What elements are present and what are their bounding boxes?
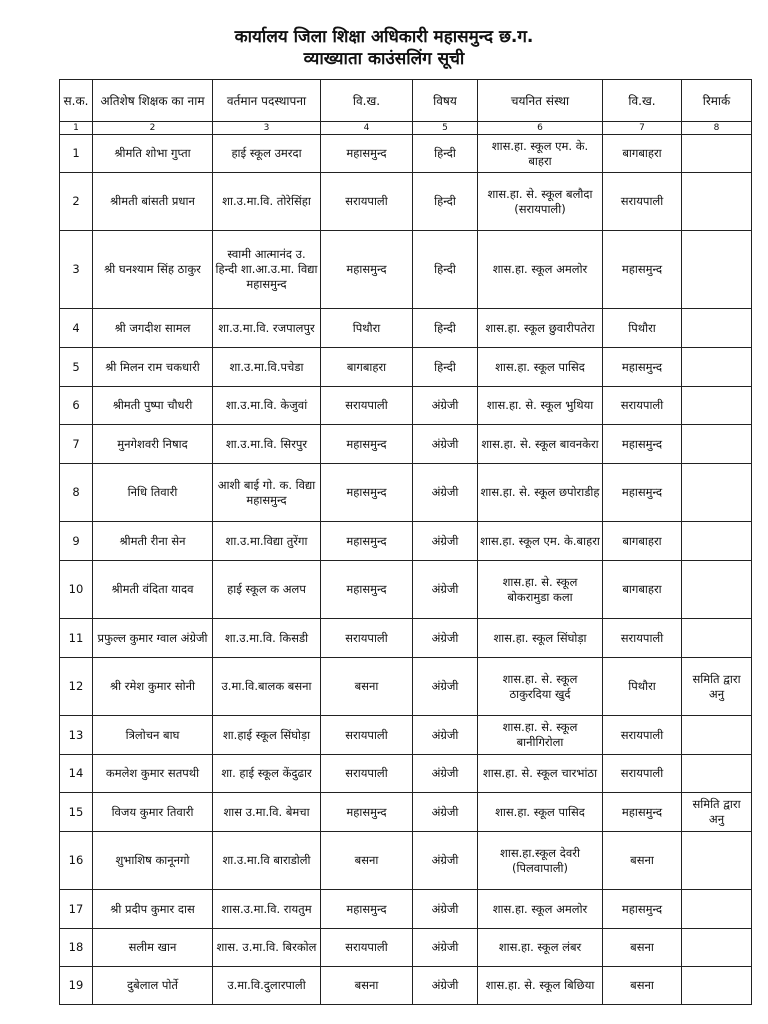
cell-current-posting: शा.उ.मा.वि. किसडी bbox=[213, 619, 321, 658]
table-row bbox=[60, 967, 752, 1005]
cell-teacher-name: श्रीमती रीना सेन bbox=[93, 522, 213, 561]
cell-selected-institution: शास.हा.स्कूल देवरी (पिलवापाली) bbox=[478, 832, 603, 890]
cell-selected-institution: शास.हा. स्कूल छुवारीपतेरा bbox=[478, 309, 603, 348]
col-number: 3 bbox=[213, 122, 321, 135]
cell-block: पिथौरा bbox=[321, 309, 413, 348]
cell-new-block: महासमुन्द bbox=[603, 231, 682, 309]
table-row bbox=[60, 387, 752, 425]
cell-remark bbox=[682, 619, 752, 658]
cell-serial: 7 bbox=[60, 425, 93, 464]
cell-block: महासमुन्द bbox=[321, 522, 413, 561]
cell-current-posting: हाई स्कूल उमरदा bbox=[213, 135, 321, 173]
table-row bbox=[60, 173, 752, 231]
cell-subject: हिन्दी bbox=[413, 173, 478, 231]
cell-selected-institution: शास.हा. स्कूल सिंघोड़ा bbox=[478, 619, 603, 658]
col-teacher-name: अतिशेष शिक्षक का नाम bbox=[93, 80, 213, 122]
cell-subject: अंग्रेजी bbox=[413, 561, 478, 619]
cell-block: महासमुन्द bbox=[321, 135, 413, 173]
table-row bbox=[60, 716, 752, 755]
cell-new-block: सरायपाली bbox=[603, 387, 682, 425]
cell-selected-institution: शास.हा. से. स्कूल छपोराडीह bbox=[478, 464, 603, 522]
cell-serial: 16 bbox=[60, 832, 93, 890]
cell-teacher-name: प्रफुल्ल कुमार ग्वाल अंग्रेजी bbox=[93, 619, 213, 658]
col-number: 7 bbox=[603, 122, 682, 135]
cell-subject: अंग्रेजी bbox=[413, 832, 478, 890]
cell-current-posting: शास उ.मा.वि. बेमचा bbox=[213, 793, 321, 832]
table-row bbox=[60, 755, 752, 793]
cell-block: महासमुन्द bbox=[321, 231, 413, 309]
cell-remark bbox=[682, 387, 752, 425]
cell-block: बसना bbox=[321, 658, 413, 716]
cell-subject: अंग्रेजी bbox=[413, 967, 478, 1005]
cell-selected-institution: शास.हा. स्कूल अमलोर bbox=[478, 231, 603, 309]
cell-block: महासमुन्द bbox=[321, 561, 413, 619]
cell-current-posting: शास.उ.मा.वि. रायतुम bbox=[213, 890, 321, 929]
table-row bbox=[60, 425, 752, 464]
col-number: 6 bbox=[478, 122, 603, 135]
cell-new-block: सरायपाली bbox=[603, 755, 682, 793]
col-number: 2 bbox=[93, 122, 213, 135]
cell-block: बसना bbox=[321, 832, 413, 890]
cell-serial: 1 bbox=[60, 135, 93, 173]
cell-new-block: महासमुन्द bbox=[603, 348, 682, 387]
column-number-row bbox=[60, 122, 752, 135]
cell-subject: अंग्रेजी bbox=[413, 619, 478, 658]
cell-current-posting: शा.उ.मा.वि. रजपालपुर bbox=[213, 309, 321, 348]
cell-serial: 13 bbox=[60, 716, 93, 755]
table-row bbox=[60, 658, 752, 716]
cell-new-block: बागबाहरा bbox=[603, 135, 682, 173]
col-number: 4 bbox=[321, 122, 413, 135]
cell-subject: हिन्दी bbox=[413, 309, 478, 348]
cell-selected-institution: शास.हा. से. स्कूल बावनकेरा bbox=[478, 425, 603, 464]
cell-subject: अंग्रेजी bbox=[413, 522, 478, 561]
cell-block: सरायपाली bbox=[321, 929, 413, 967]
cell-current-posting: आशी बाई गो. क. विद्या महासमुन्द bbox=[213, 464, 321, 522]
cell-serial: 18 bbox=[60, 929, 93, 967]
cell-selected-institution: शास.हा. स्कूल पासिद bbox=[478, 793, 603, 832]
cell-serial: 5 bbox=[60, 348, 93, 387]
cell-new-block: सरायपाली bbox=[603, 716, 682, 755]
cell-selected-institution: शास.हा. से. स्कूल बानीगिरोला bbox=[478, 716, 603, 755]
cell-block: सरायपाली bbox=[321, 755, 413, 793]
cell-remark bbox=[682, 967, 752, 1005]
cell-new-block: सरायपाली bbox=[603, 173, 682, 231]
cell-block: महासमुन्द bbox=[321, 890, 413, 929]
cell-current-posting: उ.मा.वि.दुलारपाली bbox=[213, 967, 321, 1005]
cell-remark bbox=[682, 309, 752, 348]
cell-teacher-name: श्रीमती पुष्पा चौधरी bbox=[93, 387, 213, 425]
col-subject: विषय bbox=[413, 80, 478, 122]
cell-new-block: महासमुन्द bbox=[603, 890, 682, 929]
cell-serial: 17 bbox=[60, 890, 93, 929]
cell-current-posting: शास. उ.मा.वि. बिरकोल bbox=[213, 929, 321, 967]
cell-teacher-name: श्रीमती बांसती प्रधान bbox=[93, 173, 213, 231]
cell-new-block: महासमुन्द bbox=[603, 425, 682, 464]
cell-block: बागबाहरा bbox=[321, 348, 413, 387]
cell-teacher-name: सलीम खान bbox=[93, 929, 213, 967]
col-serial: स.क. bbox=[60, 80, 93, 122]
cell-teacher-name: निधि तिवारी bbox=[93, 464, 213, 522]
cell-block: सरायपाली bbox=[321, 716, 413, 755]
cell-block: बसना bbox=[321, 967, 413, 1005]
cell-serial: 6 bbox=[60, 387, 93, 425]
cell-new-block: बसना bbox=[603, 929, 682, 967]
table-row bbox=[60, 135, 752, 173]
cell-selected-institution: शास.हा. से. स्कूल बिछिया bbox=[478, 967, 603, 1005]
cell-teacher-name: दुबेलाल पोर्ते bbox=[93, 967, 213, 1005]
cell-serial: 8 bbox=[60, 464, 93, 522]
cell-subject: अंग्रेजी bbox=[413, 716, 478, 755]
table-row bbox=[60, 832, 752, 890]
office-title: कार्यालय जिला शिक्षा अधिकारी महासमुन्द छ.ग. bbox=[234, 27, 534, 47]
cell-new-block: महासमुन्द bbox=[603, 464, 682, 522]
cell-serial: 3 bbox=[60, 231, 93, 309]
col-number: 5 bbox=[413, 122, 478, 135]
cell-block: महासमुन्द bbox=[321, 793, 413, 832]
cell-teacher-name: श्रीमती वंदिता यादव bbox=[93, 561, 213, 619]
cell-current-posting: शा.उ.मा.वि बाराडोली bbox=[213, 832, 321, 890]
cell-new-block: बागबाहरा bbox=[603, 561, 682, 619]
cell-serial: 19 bbox=[60, 967, 93, 1005]
cell-subject: अंग्रेजी bbox=[413, 755, 478, 793]
cell-serial: 10 bbox=[60, 561, 93, 619]
cell-subject: हिन्दी bbox=[413, 348, 478, 387]
cell-current-posting: शा.उ.मा.विद्या तुरेंगा bbox=[213, 522, 321, 561]
cell-new-block: बसना bbox=[603, 832, 682, 890]
cell-remark bbox=[682, 890, 752, 929]
table-row bbox=[60, 522, 752, 561]
table-row bbox=[60, 561, 752, 619]
cell-new-block: बसना bbox=[603, 967, 682, 1005]
col-block: वि.ख. bbox=[321, 80, 413, 122]
cell-block: सरायपाली bbox=[321, 387, 413, 425]
cell-teacher-name: श्री मिलन राम चकधारी bbox=[93, 348, 213, 387]
cell-remark bbox=[682, 135, 752, 173]
cell-new-block: पिथौरा bbox=[603, 658, 682, 716]
cell-current-posting: स्वामी आत्मानंद उ. हिन्दी शा.आ.उ.मा. विद्या महासमुन्द bbox=[213, 231, 321, 309]
cell-remark bbox=[682, 929, 752, 967]
cell-subject: अंग्रेजी bbox=[413, 425, 478, 464]
cell-remark bbox=[682, 522, 752, 561]
cell-remark bbox=[682, 561, 752, 619]
col-current-posting: वर्तमान पदस्थापना bbox=[213, 80, 321, 122]
col-new-block: वि.ख. bbox=[603, 80, 682, 122]
cell-selected-institution: शास.हा. से. स्कूल बलौदा (सरायपाली) bbox=[478, 173, 603, 231]
table-row bbox=[60, 231, 752, 309]
cell-remark bbox=[682, 716, 752, 755]
col-number: 8 bbox=[682, 122, 752, 135]
cell-selected-institution: शास.हा. स्कूल एम. के. बाहरा bbox=[478, 135, 603, 173]
cell-remark bbox=[682, 231, 752, 309]
cell-current-posting: शा.उ.मा.वि.पचेडा bbox=[213, 348, 321, 387]
cell-selected-institution: शास.हा. से. स्कूल बोकरामुडा कला bbox=[478, 561, 603, 619]
cell-new-block: सरायपाली bbox=[603, 619, 682, 658]
cell-current-posting: शा.उ.मा.वि. तोरेसिंहा bbox=[213, 173, 321, 231]
cell-subject: अंग्रेजी bbox=[413, 464, 478, 522]
table-row bbox=[60, 348, 752, 387]
cell-serial: 15 bbox=[60, 793, 93, 832]
table-row bbox=[60, 619, 752, 658]
cell-current-posting: शा.हाई स्कूल सिंघोड़ा bbox=[213, 716, 321, 755]
cell-selected-institution: शास.हा. स्कूल अमलोर bbox=[478, 890, 603, 929]
cell-current-posting: शा.उ.मा.वि. सिरपुर bbox=[213, 425, 321, 464]
table-row bbox=[60, 464, 752, 522]
cell-serial: 12 bbox=[60, 658, 93, 716]
cell-remark: समिति द्वारा अनु bbox=[682, 658, 752, 716]
header-row bbox=[60, 80, 752, 122]
cell-teacher-name: श्री रमेश कुमार सोनी bbox=[93, 658, 213, 716]
cell-selected-institution: शास.हा. से. स्कूल चारभांठा bbox=[478, 755, 603, 793]
cell-remark: समिति द्वारा अनु bbox=[682, 793, 752, 832]
cell-selected-institution: शास.हा. स्कूल पासिद bbox=[478, 348, 603, 387]
cell-teacher-name: श्री घनश्याम सिंह ठाकुर bbox=[93, 231, 213, 309]
cell-teacher-name: त्रिलोचन बाघ bbox=[93, 716, 213, 755]
cell-subject: अंग्रेजी bbox=[413, 890, 478, 929]
cell-serial: 4 bbox=[60, 309, 93, 348]
cell-remark bbox=[682, 425, 752, 464]
cell-teacher-name: विजय कुमार तिवारी bbox=[93, 793, 213, 832]
cell-selected-institution: शास.हा. से. स्कूल भुथिया bbox=[478, 387, 603, 425]
cell-subject: अंग्रेजी bbox=[413, 793, 478, 832]
cell-subject: अंग्रेजी bbox=[413, 929, 478, 967]
col-number: 1 bbox=[60, 122, 93, 135]
cell-remark bbox=[682, 348, 752, 387]
cell-teacher-name: शुभाशिष कानूनगो bbox=[93, 832, 213, 890]
table-row bbox=[60, 793, 752, 832]
cell-block: महासमुन्द bbox=[321, 425, 413, 464]
cell-serial: 9 bbox=[60, 522, 93, 561]
cell-serial: 2 bbox=[60, 173, 93, 231]
cell-subject: अंग्रेजी bbox=[413, 658, 478, 716]
cell-current-posting: शा.उ.मा.वि. केजुवां bbox=[213, 387, 321, 425]
cell-remark bbox=[682, 832, 752, 890]
cell-selected-institution: शास.हा. स्कूल एम. के.बाहरा bbox=[478, 522, 603, 561]
cell-current-posting: हाई स्कूल क अलप bbox=[213, 561, 321, 619]
counselling-table bbox=[59, 79, 752, 1005]
cell-current-posting: शा. हाई स्कूल केंदुढार bbox=[213, 755, 321, 793]
cell-new-block: पिथौरा bbox=[603, 309, 682, 348]
cell-teacher-name: श्रीमति शोभा गुप्ता bbox=[93, 135, 213, 173]
table-row bbox=[60, 309, 752, 348]
cell-teacher-name: मुनगेशवरी निषाद bbox=[93, 425, 213, 464]
cell-block: सरायपाली bbox=[321, 619, 413, 658]
cell-subject: अंग्रेजी bbox=[413, 387, 478, 425]
table-body bbox=[60, 135, 752, 1005]
cell-serial: 11 bbox=[60, 619, 93, 658]
col-remark: रिमार्क bbox=[682, 80, 752, 122]
cell-teacher-name: श्री जगदीश सामल bbox=[93, 309, 213, 348]
cell-remark bbox=[682, 173, 752, 231]
cell-subject: हिन्दी bbox=[413, 231, 478, 309]
cell-subject: हिन्दी bbox=[413, 135, 478, 173]
cell-block: महासमुन्द bbox=[321, 464, 413, 522]
cell-block: सरायपाली bbox=[321, 173, 413, 231]
cell-new-block: महासमुन्द bbox=[603, 793, 682, 832]
cell-teacher-name: श्री प्रदीप कुमार दास bbox=[93, 890, 213, 929]
cell-remark bbox=[682, 464, 752, 522]
cell-current-posting: उ.मा.वि.बालक बसना bbox=[213, 658, 321, 716]
cell-serial: 14 bbox=[60, 755, 93, 793]
cell-selected-institution: शास.हा. स्कूल लंबर bbox=[478, 929, 603, 967]
col-selected-institution: चयनित संस्था bbox=[478, 80, 603, 122]
cell-selected-institution: शास.हा. से. स्कूल ठाकुरदिया खुर्द bbox=[478, 658, 603, 716]
table-row bbox=[60, 929, 752, 967]
table-row bbox=[60, 890, 752, 929]
document-header bbox=[0, 26, 768, 70]
list-title: व्याख्याता काउंसलिंग सूची bbox=[303, 49, 465, 69]
cell-new-block: बागबाहरा bbox=[603, 522, 682, 561]
cell-remark bbox=[682, 755, 752, 793]
cell-teacher-name: कमलेश कुमार सतपथी bbox=[93, 755, 213, 793]
